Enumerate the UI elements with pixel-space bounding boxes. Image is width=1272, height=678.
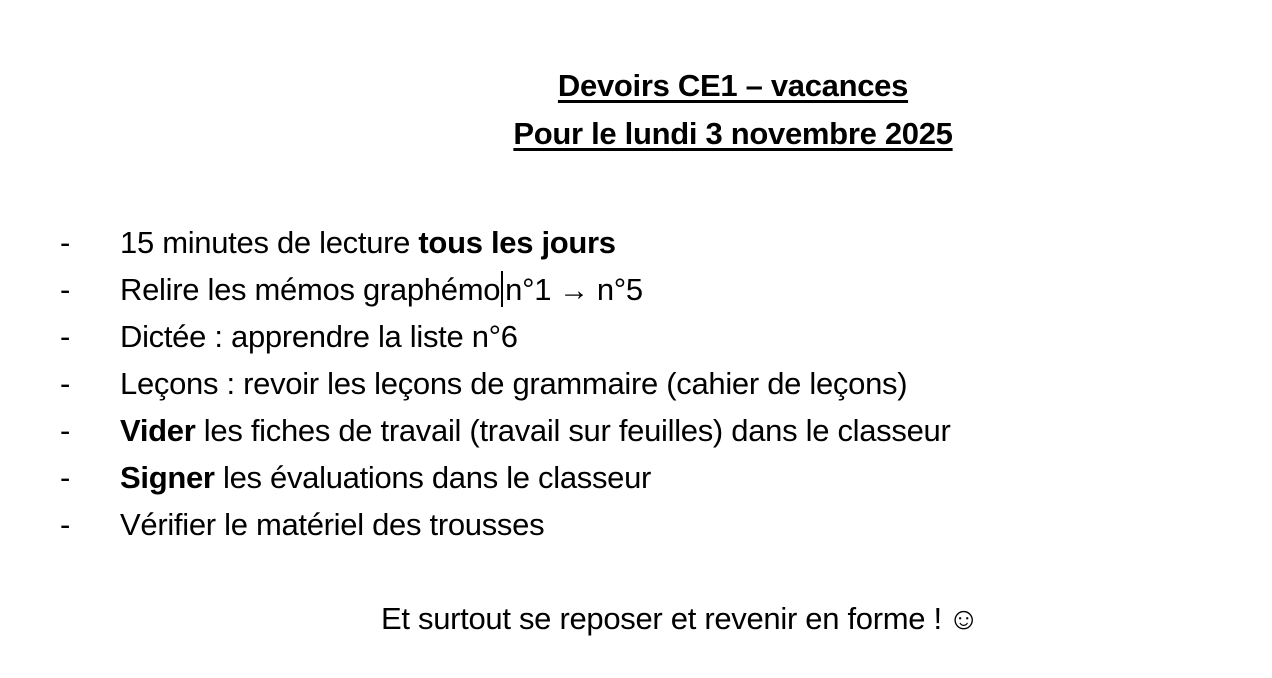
text-cursor <box>501 271 503 307</box>
bullet-dash: - <box>60 460 71 495</box>
item-text: Leçons : revoir les leçons de grammaire (cahier de leçons) <box>120 366 908 401</box>
bullet-dash: - <box>60 413 71 448</box>
item-text: Relire les mémos graphémo <box>120 272 501 307</box>
item-emphasis: Vider <box>120 413 196 448</box>
list-item <box>60 454 950 501</box>
bullet-dash: - <box>60 507 71 542</box>
list-item <box>60 501 950 548</box>
item-text: les évaluations dans le classeur <box>214 460 652 495</box>
item-text-end-number: n°5 <box>596 272 643 307</box>
title-line-2: Pour le lundi 3 novembre 2025 <box>513 116 953 151</box>
list-item <box>60 360 950 407</box>
item-emphasis: Signer <box>120 460 215 495</box>
bullet-dash: - <box>60 319 71 354</box>
list-item <box>60 266 950 313</box>
arrow-right-icon: → <box>559 274 589 307</box>
list-item <box>60 219 950 266</box>
document-title <box>0 62 1272 158</box>
homework-list <box>60 219 950 548</box>
closing-text: Et surtout se reposer et revenir en forme ! <box>381 601 942 636</box>
list-item <box>60 313 950 360</box>
title-line-1: Devoirs CE1 – vacances <box>557 68 909 103</box>
bullet-dash: - <box>60 366 71 401</box>
bullet-dash: - <box>60 272 71 307</box>
smiley-icon: ☺ <box>947 601 980 636</box>
list-item <box>60 407 950 454</box>
item-text: Vérifier le matériel des trousses <box>120 507 545 542</box>
item-text: 15 minutes de lecture <box>120 225 419 260</box>
item-text: les fiches de travail (travail sur feuilles) dans le classeur <box>195 413 951 448</box>
item-emphasis: tous les jours <box>418 225 616 260</box>
closing-message <box>381 595 979 642</box>
item-text-start-number: n°1 <box>505 272 552 307</box>
item-text: Dictée : apprendre la liste n°6 <box>120 319 518 354</box>
bullet-dash: - <box>60 225 71 260</box>
